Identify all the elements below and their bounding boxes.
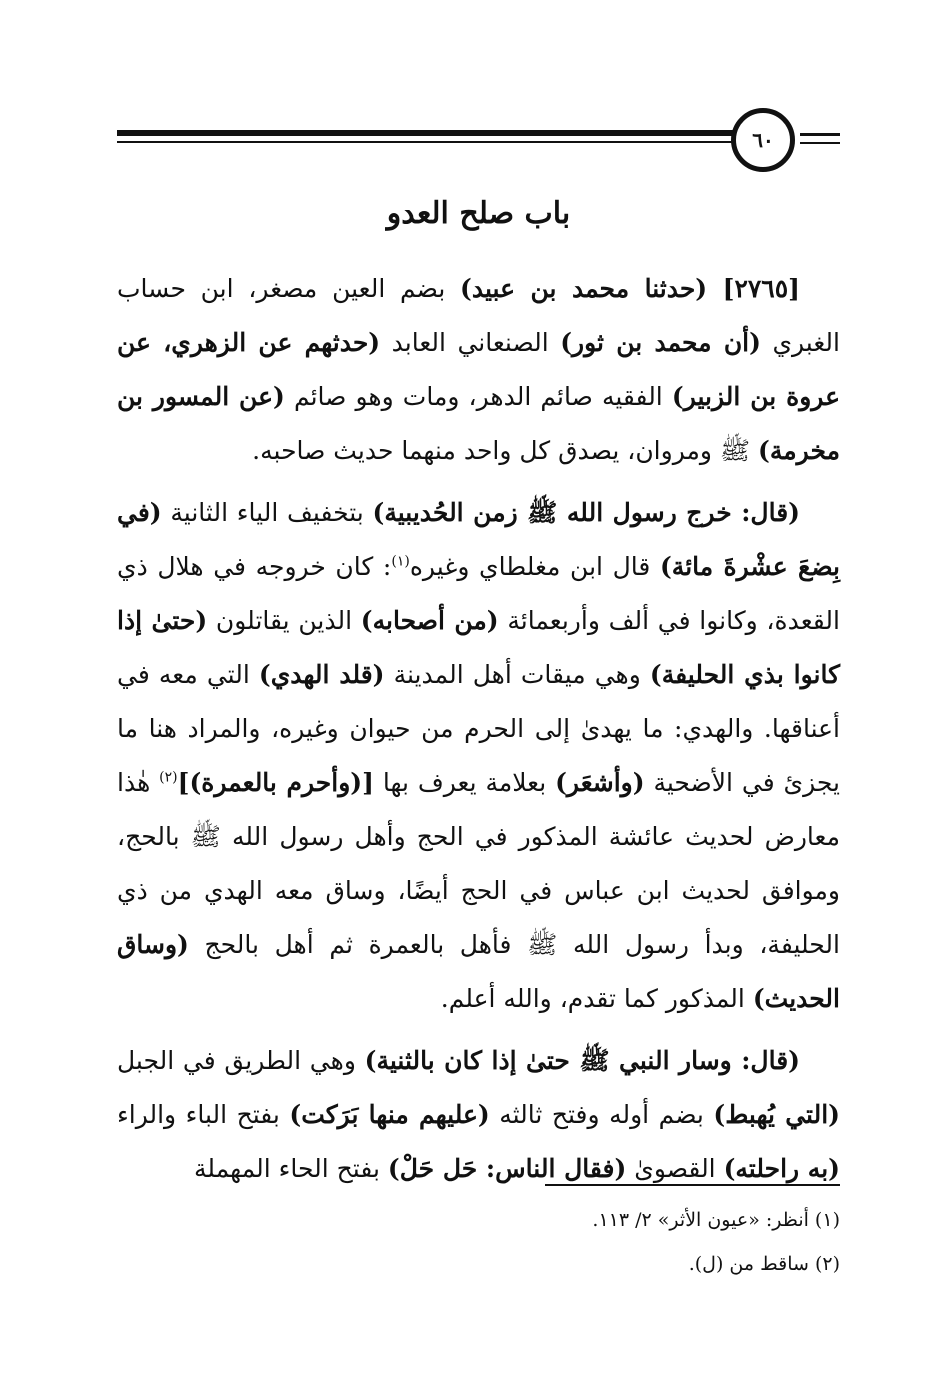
page-number: ٦٠ xyxy=(752,128,774,152)
commentary-text: بفتح الحاء المهملة xyxy=(194,1154,388,1183)
commentary-text: بضم أوله وفتح ثالثه xyxy=(489,1100,714,1129)
commentary-text: المذكور كما تقدم، والله أعلم. xyxy=(440,984,753,1013)
commentary-text: بضم العين مصغر، ابن حساب الغبري xyxy=(117,274,840,357)
commentary-text: الصنعاني العابد xyxy=(380,328,561,357)
hadith-quote: (من أصحابه) xyxy=(360,606,499,635)
body-text xyxy=(117,262,840,1204)
footnote-ref: (٢) xyxy=(159,769,178,786)
hadith-quote: [٢٧٦٥] (حدثنا محمد بن عبيد) xyxy=(460,274,800,303)
hadith-quote: (التي يُهبط) xyxy=(713,1100,840,1129)
commentary-text: القصوىٰ xyxy=(626,1154,724,1183)
paragraph-2 xyxy=(117,486,840,1026)
footnote-ref: (١) xyxy=(391,553,410,570)
header-rule-tail-thin xyxy=(800,142,840,144)
hadith-quote: (أن محمد بن ثور) xyxy=(560,328,761,357)
hadith-quote: (حتىٰ إذا كانوا بذي الحليفة) xyxy=(117,606,841,689)
commentary-text: وهي ميقات أهل المدينة xyxy=(384,660,650,689)
hadith-quote: (وساق الحديث) xyxy=(117,930,840,1013)
footnote-2: (٢) ساقط من (ل). xyxy=(688,1253,840,1275)
commentary-text: وهي الطريق في الجبل xyxy=(117,1046,365,1075)
commentary-text: بفتح الباء والراء xyxy=(117,1100,290,1129)
hadith-quote: (قال: خرج رسول الله ﷺ زمن الحُديبية) xyxy=(372,498,800,527)
hadith-quote: (عن المسور بن مخرمة) xyxy=(117,382,840,465)
commentary-text: ﷺ ومروان، يصدق كل واحد منهما حديث صاحبه. xyxy=(252,436,759,465)
footnote-1: (١) أنظر: «عيون الأثر» ٢/ ١١٣. xyxy=(592,1209,840,1231)
hadith-quote: (فقال الناس: حَل حَلْ) xyxy=(387,1154,627,1183)
hadith-quote: (في بِضعَ عشْرةَ مائة) xyxy=(117,498,840,581)
header-rule xyxy=(117,127,742,149)
commentary-text: التي معه في أعناقها. والهدي: ما يهدىٰ إلى الحرم من حيوان وغيره، والمراد هنا ما يجزئ في الأضحية xyxy=(117,660,841,797)
hadith-quote: (قلد الهدي) xyxy=(258,660,385,689)
commentary-text: الفقيه صائم الدهر، ومات وهو صائم xyxy=(284,382,672,411)
page-number-badge xyxy=(731,108,795,172)
footnotes xyxy=(117,1198,840,1286)
commentary-text: هٰذا معارض لحديث عائشة المذكور في الحج وأهل رسول الله ﷺ بالحج، وموافق لحديث ابن عباس في الحج أيضًا، وساق معه الهدي من ذي الحليفة، وبدأ رسول الله ﷺ فأهل بالعمرة ثم أهل بالحج xyxy=(117,768,840,959)
hadith-quote: (قال: وسار النبي ﷺ حتىٰ إذا كان بالثنية) xyxy=(364,1046,800,1075)
hadith-quote: (عليهم منها بَرَكت) xyxy=(289,1100,490,1129)
hadith-quote: (وأشعَر) xyxy=(555,768,645,797)
hadith-quote: (حدثهم عن الزهري، عن عروة بن الزبير) xyxy=(117,328,840,411)
chapter-title: باب صلح العدو xyxy=(386,196,571,231)
hadith-quote: [(وأحرم بالعمرة)] xyxy=(177,768,374,797)
hadith-quote: (به راحلته) xyxy=(723,1154,840,1183)
commentary-text: بتخفيف الياء الثانية xyxy=(161,498,373,527)
footnote-separator xyxy=(545,1184,840,1186)
commentary-text: الذين يقاتلون xyxy=(207,606,361,635)
commentary-text: قال ابن مغلطاي وغيره xyxy=(409,552,660,581)
header-rule-tail xyxy=(800,133,840,136)
paragraph-1 xyxy=(117,262,840,478)
paragraph-3 xyxy=(117,1034,840,1196)
commentary-text: : كان خروجه في هلال ذي القعدة، وكانوا في ألف وأربعمائة xyxy=(117,552,840,635)
commentary-text: بعلامة يعرف بها xyxy=(373,768,556,797)
